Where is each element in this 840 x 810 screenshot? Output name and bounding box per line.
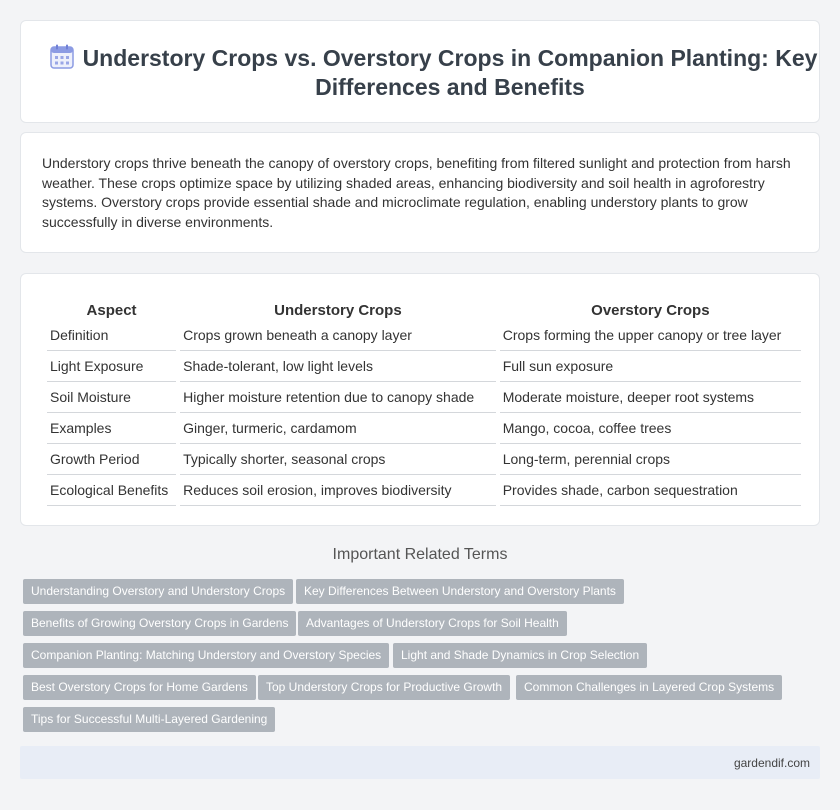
table-row (47, 413, 801, 444)
table-cell: Reduces soil erosion, improves biodiversity (180, 475, 496, 506)
comparison-table (43, 296, 805, 506)
table-row (47, 382, 801, 413)
footer-site[interactable]: gardendif.com (733, 756, 810, 770)
intro-text: Understory crops thrive beneath the canopy of overstory crops, benefiting from filtered sunlight and protection from harsh weather. These crops optimize space by utilizing shaded areas, enhancing biodiversity and soil health in agroforestry systems. Overstory crops provide essential shade and microclimate regulation, enabling understory plants to grow successfully in diverse environments. (42, 155, 791, 230)
related-tag[interactable]: Understanding Overstory and Understory Crops (23, 579, 293, 604)
table-row (47, 475, 801, 506)
header-understory: Understory Crops (274, 301, 402, 319)
table-cell: Definition (47, 320, 176, 351)
related-tag[interactable]: Companion Planting: Matching Understory and Overstory Species (23, 643, 389, 668)
related-tag[interactable]: Common Challenges in Layered Crop Systems (516, 675, 782, 700)
table-cell: Moderate moisture, deeper root systems (500, 382, 801, 413)
related-tag[interactable]: Best Overstory Crops for Home Gardens (23, 675, 256, 700)
table-cell: Provides shade, carbon sequestration (500, 475, 801, 506)
table-header-row (47, 296, 801, 320)
table-cell: Ginger, turmeric, cardamom (180, 413, 496, 444)
footer (20, 746, 820, 779)
comparison-table-card (20, 273, 820, 526)
header-overstory: Overstory Crops (591, 301, 710, 319)
table-cell: Long-term, perennial crops (500, 444, 801, 475)
table-row (47, 351, 801, 382)
page-title: Understory Crops vs. Overstory Crops in Companion Planting: Key Differences and Benefits (82, 45, 818, 100)
table-row (47, 320, 801, 351)
table-cell: Typically shorter, seasonal crops (180, 444, 496, 475)
table-cell: Shade-tolerant, low light levels (180, 351, 496, 382)
table-cell: Growth Period (47, 444, 176, 475)
table-cell: Crops grown beneath a canopy layer (180, 320, 496, 351)
table-cell: Crops forming the upper canopy or tree layer (500, 320, 801, 351)
table-cell: Soil Moisture (47, 382, 176, 413)
related-tag[interactable]: Tips for Successful Multi-Layered Gardening (23, 707, 275, 732)
related-tag[interactable]: Top Understory Crops for Productive Growth (258, 675, 510, 700)
table-cell: Ecological Benefits (47, 475, 176, 506)
table-cell: Examples (47, 413, 176, 444)
related-terms-title: Important Related Terms (332, 546, 508, 563)
intro-card (20, 132, 820, 253)
table-cell: Light Exposure (47, 351, 176, 382)
table-cell: Higher moisture retention due to canopy shade (180, 382, 496, 413)
related-tag[interactable]: Advantages of Understory Crops for Soil Health (298, 611, 567, 636)
table-row (47, 444, 801, 475)
header-aspect: Aspect (86, 301, 137, 319)
table-cell: Mango, cocoa, coffee trees (500, 413, 801, 444)
related-tag[interactable]: Light and Shade Dynamics in Crop Selection (393, 643, 647, 668)
table-cell: Full sun exposure (500, 351, 801, 382)
related-tag[interactable]: Key Differences Between Understory and Overstory Plants (296, 579, 624, 604)
related-tag[interactable]: Benefits of Growing Overstory Crops in Gardens (23, 611, 296, 636)
